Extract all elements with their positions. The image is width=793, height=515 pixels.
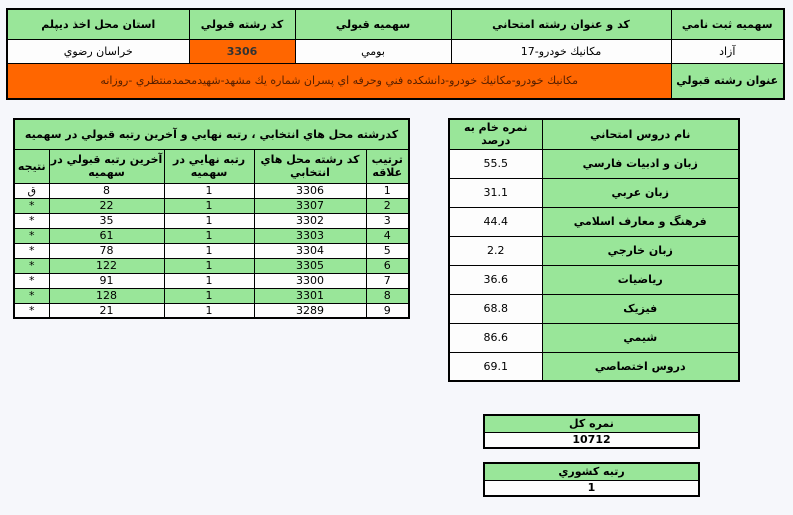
choice-row bbox=[14, 303, 409, 318]
raw-score: 2.2 bbox=[449, 236, 542, 265]
preference-order: 7 bbox=[366, 273, 409, 288]
score-row bbox=[449, 178, 739, 207]
subject-name-header: نام دروس امتحاني bbox=[542, 119, 739, 149]
subject-name: زبان خارجي bbox=[542, 236, 739, 265]
choice-code-header: کد رشته محل هاي انتخابي bbox=[254, 149, 366, 183]
score-row bbox=[449, 207, 739, 236]
result-value: * bbox=[14, 198, 49, 213]
choice-row bbox=[14, 198, 409, 213]
raw-score: 36.6 bbox=[449, 265, 542, 294]
national-rank-table bbox=[483, 462, 700, 497]
admission-quota-value: بومي bbox=[295, 39, 451, 63]
total-score-label: نمره کل bbox=[484, 415, 699, 432]
admission-code-header: کد رشته قبولي bbox=[189, 9, 295, 39]
preference-order: 8 bbox=[366, 288, 409, 303]
subject-name: دروس اختصاصي bbox=[542, 352, 739, 381]
national-rank-value: 1 bbox=[484, 480, 699, 496]
subject-name: فيزيک bbox=[542, 294, 739, 323]
final-rank: 1 bbox=[164, 198, 254, 213]
score-row bbox=[449, 294, 739, 323]
registration-quota-value: آزاد bbox=[671, 39, 784, 63]
subject-name: رياضيات bbox=[542, 265, 739, 294]
preference-order: 1 bbox=[366, 183, 409, 198]
preference-order: 2 bbox=[366, 198, 409, 213]
choice-row bbox=[14, 288, 409, 303]
choice-code: 3289 bbox=[254, 303, 366, 318]
last-accepted-rank: 78 bbox=[49, 243, 164, 258]
score-row bbox=[449, 149, 739, 178]
accepted-field-banner: مکانيك خودرو-مکانيك خودرو-دانشکده فني وحرفه اي پسران شماره يك مشهد-شهيدمحمدمنتظري -روزانه bbox=[7, 63, 671, 99]
admission-quota-header: سهميه قبولي bbox=[295, 9, 451, 39]
choices-table-title: کدرشته محل هاي انتخابي ، رتبه نهايي و آخرين رتبه قبولي در سهميه bbox=[14, 119, 409, 149]
choice-row bbox=[14, 258, 409, 273]
preference-order: 5 bbox=[366, 243, 409, 258]
choice-code: 3300 bbox=[254, 273, 366, 288]
accepted-field-title-label: عنوان رشته قبولي bbox=[671, 63, 784, 99]
choice-code: 3304 bbox=[254, 243, 366, 258]
last-accepted-rank: 22 bbox=[49, 198, 164, 213]
result-value: ق bbox=[14, 183, 49, 198]
raw-score: 55.5 bbox=[449, 149, 542, 178]
admission-summary-table bbox=[6, 8, 785, 100]
score-row bbox=[449, 352, 739, 381]
result-value: * bbox=[14, 288, 49, 303]
preference-order: 4 bbox=[366, 228, 409, 243]
final-rank: 1 bbox=[164, 228, 254, 243]
last-accepted-rank: 61 bbox=[49, 228, 164, 243]
last-accepted-rank: 122 bbox=[49, 258, 164, 273]
subject-name: فرهنگ و معارف اسلامي bbox=[542, 207, 739, 236]
final-rank: 1 bbox=[164, 258, 254, 273]
choice-code: 3302 bbox=[254, 213, 366, 228]
subject-name: زبان و ادبيات فارسي bbox=[542, 149, 739, 178]
exam-field-value: 17-مکانيك خودرو bbox=[451, 39, 671, 63]
choice-row bbox=[14, 273, 409, 288]
subject-name: زبان عربي bbox=[542, 178, 739, 207]
raw-score: 31.1 bbox=[449, 178, 542, 207]
result-header: نتيجه bbox=[14, 149, 49, 183]
choice-code: 3305 bbox=[254, 258, 366, 273]
final-rank: 1 bbox=[164, 183, 254, 198]
registration-quota-header: سهميه ثبت نامي bbox=[671, 9, 784, 39]
last-accepted-rank: 8 bbox=[49, 183, 164, 198]
choice-row bbox=[14, 183, 409, 198]
preference-order: 9 bbox=[366, 303, 409, 318]
raw-score: 86.6 bbox=[449, 323, 542, 352]
raw-score: 68.8 bbox=[449, 294, 542, 323]
final-rank: 1 bbox=[164, 243, 254, 258]
admission-code-value: 3306 bbox=[189, 39, 295, 63]
last-accepted-rank-header: آخرين رتبه قبولي در سهميه bbox=[49, 149, 164, 183]
result-value: * bbox=[14, 303, 49, 318]
score-row bbox=[449, 236, 739, 265]
choice-row bbox=[14, 243, 409, 258]
raw-score-header: نمره خام به درصد bbox=[449, 119, 542, 149]
total-score-value: 10712 bbox=[484, 432, 699, 448]
choice-code: 3307 bbox=[254, 198, 366, 213]
subject-name: شيمي bbox=[542, 323, 739, 352]
final-rank-header: رتبه نهايي در سهميه bbox=[164, 149, 254, 183]
choices-ranks-table bbox=[13, 118, 410, 319]
result-value: * bbox=[14, 243, 49, 258]
raw-score: 69.1 bbox=[449, 352, 542, 381]
choice-row bbox=[14, 213, 409, 228]
result-value: * bbox=[14, 213, 49, 228]
diploma-province-header: استان محل اخذ ديپلم bbox=[7, 9, 189, 39]
choice-code: 3301 bbox=[254, 288, 366, 303]
result-value: * bbox=[14, 273, 49, 288]
last-accepted-rank: 21 bbox=[49, 303, 164, 318]
total-score-table bbox=[483, 414, 700, 449]
choice-row bbox=[14, 228, 409, 243]
result-value: * bbox=[14, 228, 49, 243]
preference-order: 6 bbox=[366, 258, 409, 273]
score-row bbox=[449, 323, 739, 352]
subject-scores-table bbox=[448, 118, 740, 382]
final-rank: 1 bbox=[164, 303, 254, 318]
final-rank: 1 bbox=[164, 288, 254, 303]
diploma-province-value: خراسان رضوي bbox=[7, 39, 189, 63]
score-row bbox=[449, 265, 739, 294]
last-accepted-rank: 35 bbox=[49, 213, 164, 228]
preference-order: 3 bbox=[366, 213, 409, 228]
result-value: * bbox=[14, 258, 49, 273]
preference-order-header: ترتيب علاقه bbox=[366, 149, 409, 183]
raw-score: 44.4 bbox=[449, 207, 542, 236]
choice-code: 3303 bbox=[254, 228, 366, 243]
last-accepted-rank: 91 bbox=[49, 273, 164, 288]
exam-field-header: کد و عنوان رشته امتحاني bbox=[451, 9, 671, 39]
final-rank: 1 bbox=[164, 273, 254, 288]
final-rank: 1 bbox=[164, 213, 254, 228]
last-accepted-rank: 128 bbox=[49, 288, 164, 303]
national-rank-label: رتبه کشوري bbox=[484, 463, 699, 480]
choice-code: 3306 bbox=[254, 183, 366, 198]
